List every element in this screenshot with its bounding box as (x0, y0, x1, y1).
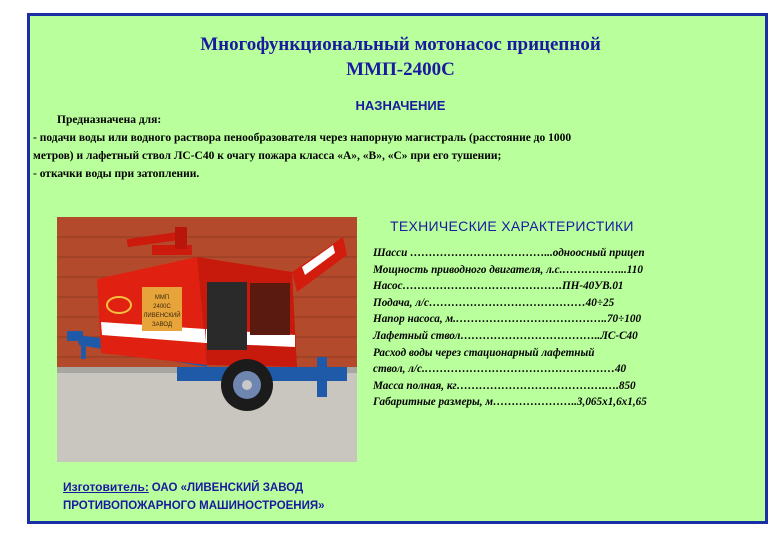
pump-trailer-image (57, 217, 357, 462)
title-line-2: ММП-2400С (346, 59, 455, 80)
purpose-heading: НАЗНАЧЕНИЕ (355, 98, 446, 113)
spec-row: Расход воды через стационарный лафетный (373, 346, 595, 359)
manufacturer (63, 478, 423, 515)
title-line-1: Многофункциональный мотонасос прицепной (200, 34, 601, 55)
manufacturer-name-1: ОАО «ЛИВЕНСКИЙ ЗАВОД (151, 482, 304, 494)
spec-row: Шасси ………………………………...одноосный прицеп (373, 247, 645, 259)
sign-line-4: ЗАВОД (151, 322, 173, 328)
page-title (30, 32, 771, 82)
purpose-text (33, 111, 723, 183)
purpose-line-1: - подачи воды или водного раствора пенообразователя через напорную магистраль (расстояние до 1000 (33, 132, 572, 144)
purpose-intro: Предназначена для: (57, 114, 162, 126)
spec-row: Лафетный ствол………………………………..ЛС-С40 (373, 329, 638, 342)
manufacturer-name-2: ПРОТИВОПОЖАРНОГО МАШИНОСТРОЕНИЯ» (63, 500, 325, 512)
spec-row: Подача, л/с……………………………………40÷25 (373, 296, 615, 309)
spec-row: Насос…………………………………….ПН-40УВ.01 (373, 280, 624, 293)
sign-line-2: 2400С (153, 304, 171, 310)
spec-row: Напор насоса, м.…………………………………..70÷100 (373, 313, 642, 326)
spec-row: ствол, л/с.……………………………………………40 (373, 363, 627, 376)
sign-line-1: ММП (154, 295, 170, 301)
manufacturer-label: Изготовитель: (63, 480, 149, 494)
purpose-line-3: - откачки воды при затоплении. (33, 168, 200, 180)
product-photo (57, 217, 357, 462)
spec-row: Габаритные размеры, м…………………..3,065х1,6х1,65 (373, 396, 647, 409)
purpose-line-2: метров) и лафетный ствол ЛС-С40 к очагу пожара класса «А», «В», «С» при его тушении; (33, 150, 502, 162)
specs-list (373, 245, 733, 411)
tech-heading: ТЕХНИЧЕСКИЕ ХАРАКТЕРИСТИКИ (390, 218, 634, 234)
spec-row: Масса полная, кг………………………………….….850 (373, 379, 636, 392)
spec-row: Мощность приводного двигателя, л.с.……………...110 (373, 263, 643, 276)
sign-line-3: ЛИВЕНСКИЙ (143, 313, 181, 319)
